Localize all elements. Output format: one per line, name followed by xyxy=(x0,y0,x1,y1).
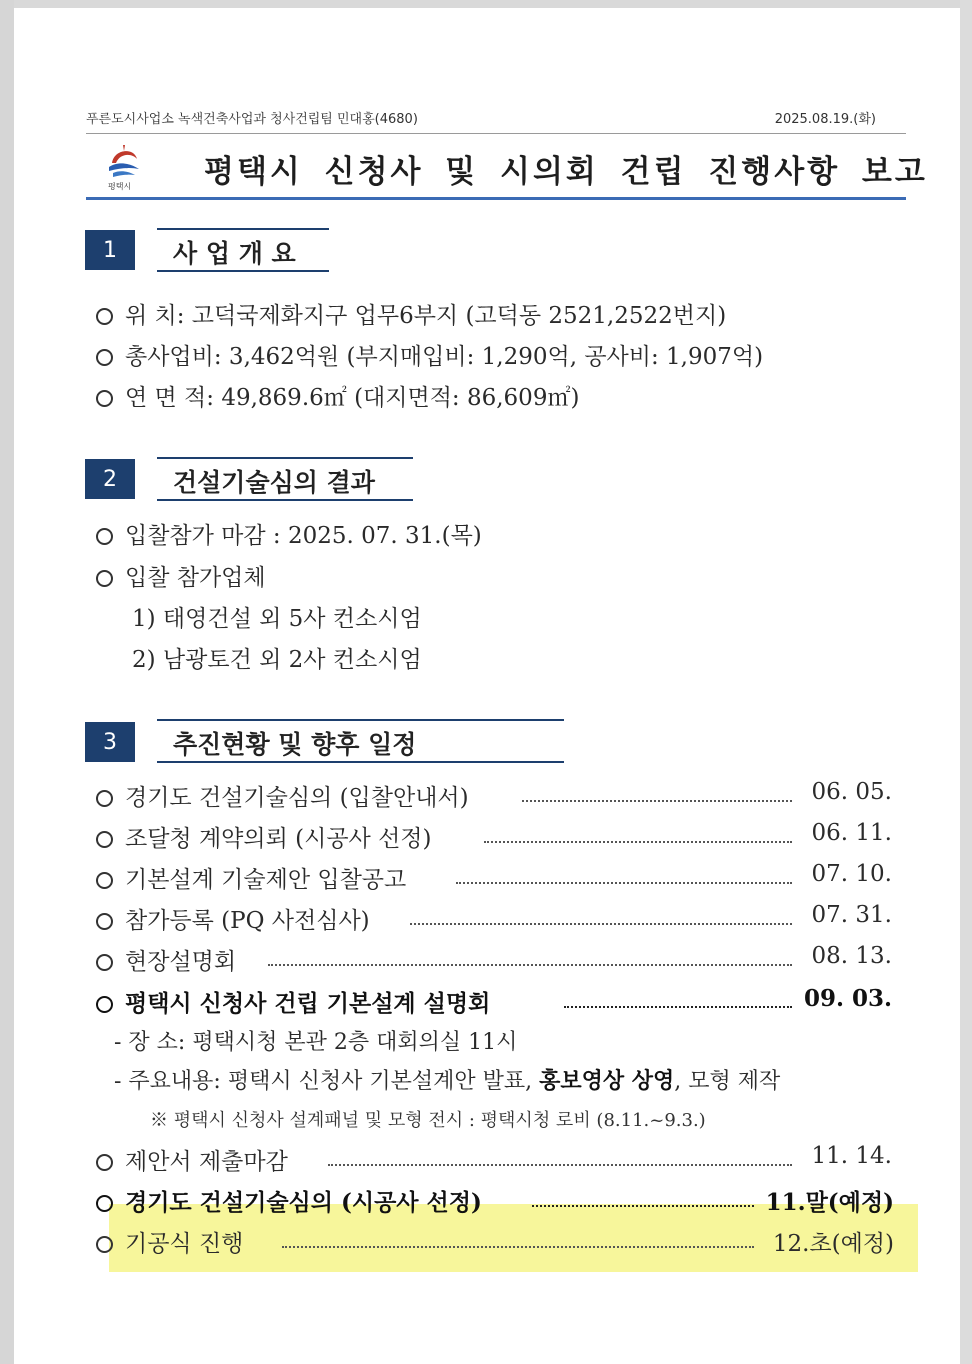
circle-bullet-icon xyxy=(96,1195,113,1212)
content-prefix: - 주요내용: 평택시 신청사 기본설계안 발표, xyxy=(114,1069,533,1094)
report-date: 2025.08.19.(화) xyxy=(774,112,876,127)
circle-bullet-icon xyxy=(96,308,113,325)
item-text: 위 치: 고덕국제화지구 업무6부지 (고덕동 2521,2522번지) xyxy=(125,303,727,329)
schedule-date: 06. 11. xyxy=(811,820,892,846)
circle-bullet-icon xyxy=(96,996,113,1013)
label-text: 기공식 진행 xyxy=(125,1231,244,1257)
schedule-date: 07. 31. xyxy=(811,902,892,928)
section2-item xyxy=(96,559,266,592)
label-text: 조달청 계약의뢰 (시공사 선정) xyxy=(125,826,432,852)
leader-dots xyxy=(282,1246,754,1248)
schedule-label xyxy=(96,1143,288,1176)
section1-item xyxy=(96,379,579,412)
section1-item xyxy=(96,297,726,330)
section2-number: 2 xyxy=(85,459,135,499)
leader-dots xyxy=(532,1205,754,1207)
label-text: 경기도 건설기술심의 (입찰안내서) xyxy=(125,785,469,811)
circle-bullet-icon xyxy=(96,570,113,587)
label-text: 경기도 건설기술심의 (시공사 선정) xyxy=(125,1189,482,1216)
section1-item xyxy=(96,338,763,371)
circle-bullet-icon xyxy=(96,1236,113,1253)
schedule-label xyxy=(96,820,432,853)
department-info: 푸른도시사업소 녹색건축사업과 청사건립팀 민대홍(4680) xyxy=(86,112,418,127)
content-suffix: , 모형 제작 xyxy=(674,1069,781,1094)
schedule-date: 07. 10. xyxy=(811,861,892,887)
circle-bullet-icon xyxy=(96,831,113,848)
item-text: 입찰 참가업체 xyxy=(125,565,266,591)
schedule-date: 06. 05. xyxy=(811,779,892,805)
schedule-label-bold xyxy=(96,1184,482,1217)
item-text: 총사업비: 3,462억원 (부지매입비: 1,290억, 공사비: 1,907억) xyxy=(125,344,764,370)
schedule-label xyxy=(96,943,236,976)
label-text: 기본설계 기술제안 입찰공고 xyxy=(125,867,407,893)
left-shadow xyxy=(0,0,14,1364)
schedule-label xyxy=(96,1225,243,1258)
section1-number: 1 xyxy=(85,230,135,270)
schedule-date: 11. 14. xyxy=(811,1143,892,1169)
circle-bullet-icon xyxy=(96,872,113,889)
leader-dots xyxy=(484,841,792,843)
schedule-date: 08. 13. xyxy=(811,943,892,969)
leader-dots xyxy=(456,882,792,884)
section2-subitem: 1) 태영건설 외 5사 컨소시엄 xyxy=(132,606,422,632)
circle-bullet-icon xyxy=(96,790,113,807)
right-shadow xyxy=(960,0,972,1364)
schedule-label xyxy=(96,861,406,894)
item-text: 입찰참가 마감 : 2025. 07. 31.(목) xyxy=(125,523,482,549)
item-text: 연 면 적: 49,869.6㎡ (대지면적: 86,609㎡) xyxy=(125,385,580,411)
circle-bullet-icon xyxy=(96,349,113,366)
section2-subitem: 2) 남광토건 외 2사 컨소시엄 xyxy=(132,647,422,673)
leader-dots xyxy=(268,964,792,966)
circle-bullet-icon xyxy=(96,390,113,407)
section2-item xyxy=(96,517,482,550)
leader-dots xyxy=(564,1006,792,1008)
schedule-label xyxy=(96,779,469,812)
section3-number: 3 xyxy=(85,722,135,762)
logo-text: 평택시 xyxy=(108,182,132,191)
detail-content xyxy=(114,1064,780,1095)
detail-note: ※ 평택시 신청사 설계패널 및 모형 전시 : 평택시청 로비 (8.11.~9.3.) xyxy=(150,1110,706,1131)
schedule-label-bold xyxy=(96,985,490,1018)
leader-dots xyxy=(522,800,792,802)
detail-place: - 장 소: 평택시청 본관 2층 대회의실 11시 xyxy=(114,1030,518,1055)
schedule-date: 11.말(예정) xyxy=(765,1189,894,1216)
schedule-date: 12.초(예정) xyxy=(772,1231,894,1257)
circle-bullet-icon xyxy=(96,954,113,971)
section2-title: 건설기술심의 결과 xyxy=(157,457,413,501)
schedule-label xyxy=(96,902,370,935)
label-text: 제안서 제출마감 xyxy=(125,1149,288,1175)
label-text: 참가등록 (PQ 사전심사) xyxy=(125,908,370,934)
leader-dots xyxy=(410,923,792,925)
circle-bullet-icon xyxy=(96,528,113,545)
label-text: 평택시 신청사 건립 기본설계 설명회 xyxy=(125,990,491,1017)
page-title: 평택시 신청사 및 시의회 건립 진행사항 보고 xyxy=(204,154,928,190)
top-shadow xyxy=(14,0,960,8)
schedule-date: 09. 03. xyxy=(803,985,892,1012)
circle-bullet-icon xyxy=(96,1154,113,1171)
header-rule xyxy=(86,133,906,134)
city-logo xyxy=(104,141,144,193)
circle-bullet-icon xyxy=(96,913,113,930)
leader-dots xyxy=(328,1164,792,1166)
section3-title: 추진현황 및 향후 일정 xyxy=(157,719,564,763)
section1-title: 사 업 개 요 xyxy=(157,228,329,272)
title-rule xyxy=(86,197,906,200)
document-page xyxy=(14,8,960,1364)
label-text: 현장설명회 xyxy=(125,949,237,975)
content-bold: 홍보영상 상영 xyxy=(539,1068,675,1094)
